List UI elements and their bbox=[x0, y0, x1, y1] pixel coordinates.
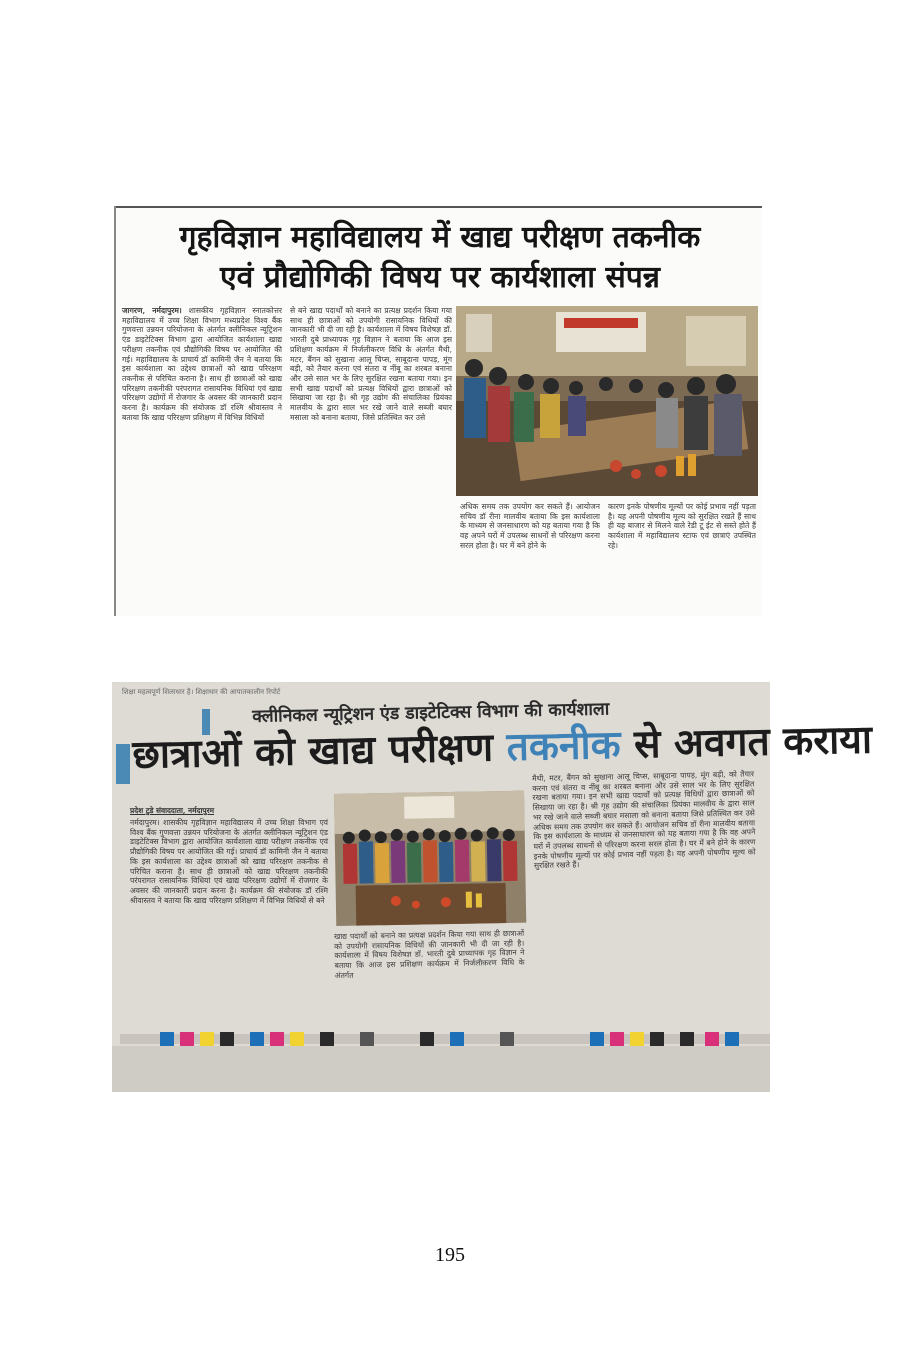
clipping1-workshop-photo bbox=[456, 306, 758, 496]
clipping1-column-1 bbox=[122, 306, 282, 614]
headline-part-2: से अवगत कराया bbox=[620, 717, 873, 768]
clipping2-byline: प्रदेश टुडे संवाददाता, नर्मदापुरम bbox=[130, 806, 215, 815]
clipping2-group-photo bbox=[334, 791, 526, 926]
clipping2-column-3: मैथी, मटर, बैंगन को सुखाना आलू चिप्स, साबूदाना पापड़, मूंग बड़ी, को तैयार करना एवं संतरा व नींबू का शरबत बनाना और उसे साल भर के लिए सुरक्षित रखना बताया गया। इन सभी खाद्य पदार्थों को प्रत्यक्ष विधियों द्वारा छात्राओं को सिखाया जा रहा है। श्री गृह उद्योग की संचालिका प्रियंका मालवीय के द्वारा साल भर रखे जाने वाले सब्जी बघार मसाला को बनाना बताया जिसे प्रतिस्थित कर उसे अधिक समय तक उपयोग कर सकते हैं। आयोजन सचिव डॉ रीना मालवीय बताया कि इस कार्यशाला के माध्यम से जनसाधारण को यह बताया गया है कि वह अपने घरों में उपलब्ध साधनों से परिरक्षण करना सरल होता है। घर में बने होने के कारण इनके पोषणीय मूल्यों पर कोई प्रभाव नहीं पड़ता है। यह अपनी पोषणीय मूल्य को सुरक्षित रखते हैं। bbox=[532, 769, 756, 871]
clipping1-headline bbox=[120, 218, 760, 298]
clipping1-headline-line1: गृहविज्ञान महाविद्यालय में खाद्य परीक्षण तकनीक bbox=[179, 220, 701, 255]
clipping1-column-4: कारण इनके पोषणीय मूल्यों पर कोई प्रभाव नहीं पड़ता है। यह अपनी पोषणीय मूल्य को सुरक्षित रखते हैं साथ ही यह बाजार से मिलने वाले रेडी टू ईट से सस्ते होते हैं कार्यशाला में महाविद्यालय स्टाफ एवं छात्राएं उपस्थित रहे। bbox=[608, 502, 756, 550]
page-number: 195 bbox=[435, 1244, 465, 1266]
clipping2-bottom-margin bbox=[112, 1046, 770, 1092]
clipping1-dateline: जागरण, नर्मदापुरम। bbox=[122, 306, 182, 315]
clipping2-column-1: नर्मदापुरम। शासकीय गृहविज्ञान महाविद्यालय में उच्च शिक्षा विभाग एवं विश्व बैंक गुणवत्ता उन्नयन परियोजना के अंतर्गत क्लीनिकल न्यूट्रिशन एंड डाइटेटिक्स विभाग द्वारा आयोजित कार्यशाला खाद्य परीक्षण तकनीक एवं प्रौद्योगिकी विषय पर आयोजित की गई। प्राचार्य डॉ कामिनी जैन ने बताया कि इस कार्यशाला का उद्देश्य छात्राओं को खाद्य परिरक्षण तकनीक से परिचित कराना है। साथ ही छात्राओं को खाद्य परिरक्षण तकनीकी परंपरागत रासायनिक विधियां एवं खाद्य परिरक्षण उद्योगों में रोजगार के अवसर की जानकारी प्रदान करना है। कार्यक्रम की संयोजक डॉ रश्मि श्रीवास्तव ने बताया कि खाद्य परिरक्षण प्रशिक्षण में विभिन्न विधियों से बने bbox=[130, 818, 328, 905]
clipping1-column-2: से बने खाद्य पदार्थों को बनाने का प्रत्यक्ष प्रदर्शन किया गया साथ ही छात्राओं को उपयोगी रासायनिक विधियों की जानकारी भी दी जा रही है। कार्यशाला में विषय विशेषज्ञ डॉ. भारती दुबे प्राध्यापक गृह विज्ञान ने बताया कि आज इस प्रशिक्षण कार्यक्रम में निर्जलीकरण विधि के अंतर्गत मैथी, मटर, बैंगन को सुखाना आलू चिप्स, साबूदाना पापड़, मूंग बड़ी, को तैयार करना एवं संतरा व नींबू का शरबत बनाना और उसे साल भर के लिए सुरक्षित रखना बताया गया। इन सभी खाद्य पदार्थों को प्रत्यक्ष विधियों द्वारा छात्राओं को सिखाया जा रहा है। श्री गृह उद्योग की संचालिका प्रियंका मालवीय के द्वारा साल भर रखे जाने वाले सब्जी बघार मसाला को बनाना बताया, जिसे प्रतिस्थित कर उसे bbox=[290, 306, 452, 422]
clipping2-column-2: खाद्य पदार्थों को बनाने का प्रत्यक्ष प्रदर्शन किया गया साथ ही छात्राओं को उपयोगी रासायनिक विधियों की जानकारी भी दी जा रही है। कार्यशाला में विषय विशेषज्ञ डॉ. भारती दुबे प्राध्यापक गृह विज्ञान ने बताया कि आज इस प्रशिक्षण कार्यक्रम में निर्जलीकरण विधि के अंतर्गत bbox=[334, 928, 525, 980]
newspaper-clipping-1 bbox=[114, 206, 762, 616]
clipping2-kicker: क्लीनिकल न्यूट्रिशन एंड डाइटेटिक्स विभाग की कार्यशाला bbox=[252, 699, 610, 727]
newspaper-clipping-2 bbox=[112, 682, 873, 1092]
left-rule bbox=[114, 206, 116, 616]
top-rule bbox=[114, 206, 762, 208]
headline-part-1: छात्राओं को खाद्य परीक्षण bbox=[132, 725, 508, 778]
color-calibration-strip bbox=[120, 1028, 770, 1048]
headline-accent-word: तकनीक bbox=[506, 722, 621, 771]
clipping2-top-line: शिक्षा महत्वपूर्ण शिलाधार है। शिक्षाधार की आपातकालीन रिपोर्ट bbox=[122, 688, 281, 696]
clipping1-column-3: अधिक समय तक उपयोग कर सकते हैं। आयोजन सचिव डॉ रीना मालवीय बताया कि इस कार्यशाला के माध्यम से जनसाधारण को यह बताया गया है कि वह अपने घरों में उपलब्ध साधनों से परिरक्षण करना सरल होता है। घर में बने होने के bbox=[460, 502, 600, 550]
headline-accent-bar bbox=[116, 744, 130, 784]
clipping1-column-1-text: शासकीय गृहविज्ञान स्नातकोत्तर महाविद्यालय में उच्च शिक्षा विभाग मध्यप्रदेश विश्व बैंक गुणवत्ता उन्नयन परियोजना के अंतर्गत क्लीनिकल न्यूट्रिशन एंड डाइटेटिक्स विभाग द्वारा आयोजित कार्यशाला खाद्य परीक्षण तकनीक एवं प्रौद्योगिकी विषय पर आयोजित की गई। महाविद्यालय के प्राचार्य डॉ कामिनी जैन ने बताया कि इस कार्यशाला का उद्देश्य छात्राओं को खाद्य परिरक्षण तकनीक से परिचित कराना है। साथ ही छात्राओं को खाद्य परिरक्षण तकनीकी परंपरागत रासायनिक विधियां एवं खाद्य परिरक्षण उद्योगों में रोजगार के अवसर की जानकारी प्रदान करना है। कार्यक्रम की संयोजक डॉ रश्मि श्रीवास्तव ने बताया कि खाद्य परिरक्षण प्रशिक्षण में विभिन्न विधियों bbox=[122, 306, 282, 422]
clipping1-headline-line2: एवं प्रौद्योगिकी विषय पर कार्यशाला संपन्न bbox=[220, 260, 660, 295]
